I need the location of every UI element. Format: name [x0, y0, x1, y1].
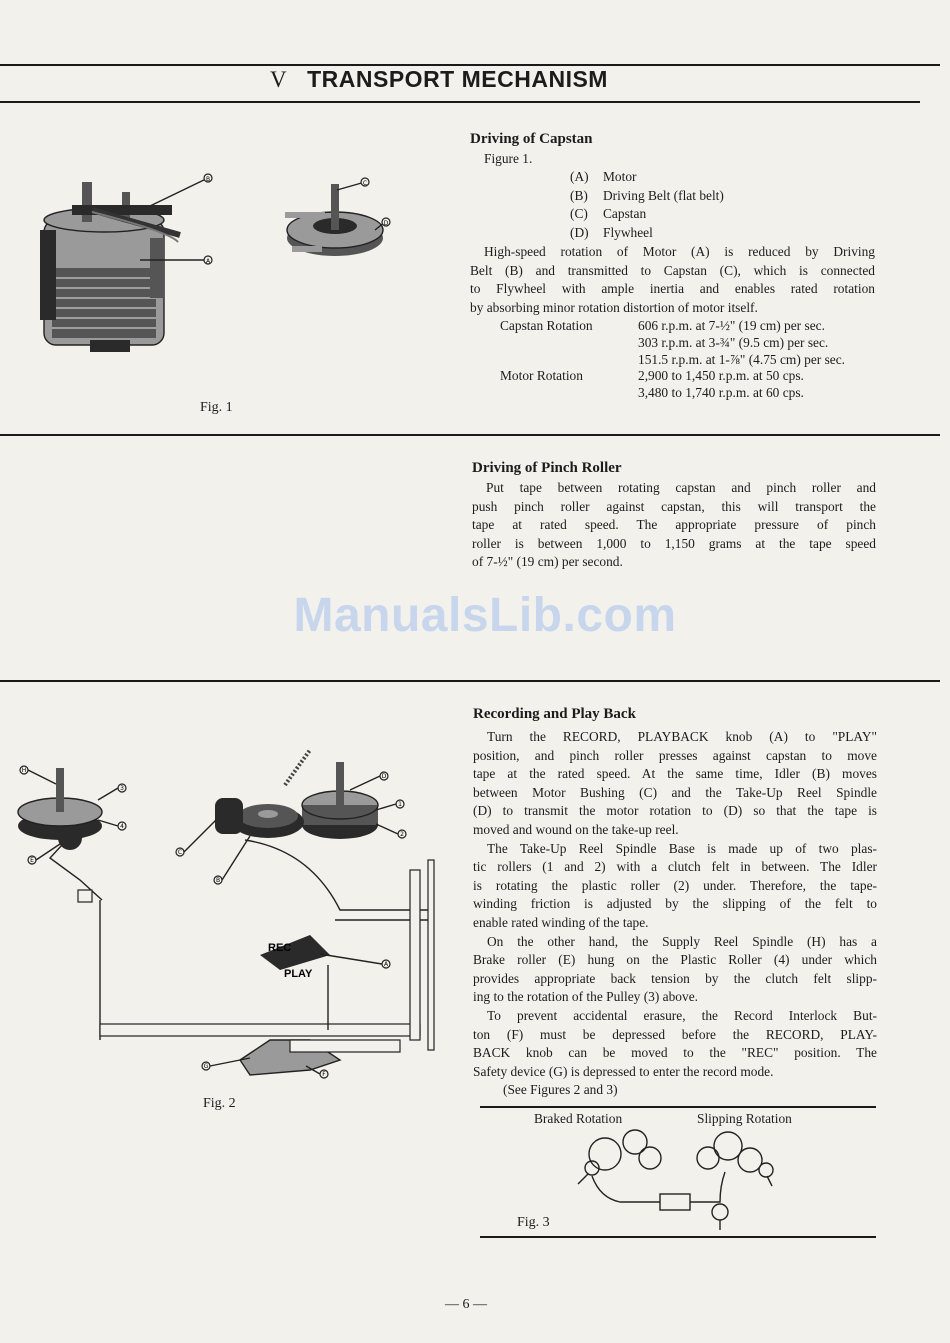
section-heading-pinch-roller: Driving of Pinch Roller: [472, 460, 622, 476]
fig2-callout-1: 1: [398, 801, 402, 808]
part-row: (D) Flywheel: [570, 224, 653, 240]
fig3-slipping-label: Slipping Rotation: [697, 1111, 792, 1126]
fig-3-bottom-rule: [480, 1236, 876, 1238]
fig2-rec-label: REC: [268, 942, 292, 954]
section-1-rule: [0, 434, 940, 436]
fig2-callout-2: 2: [400, 831, 404, 838]
fig-1-label: Fig. 1: [200, 400, 233, 415]
section-heading-capstan: Driving of Capstan: [470, 131, 593, 147]
motor-drawing: [40, 176, 211, 352]
fig1-callout-a: A: [205, 258, 211, 265]
fig2-callout-g: G: [203, 1063, 209, 1070]
flywheel-drawing: [285, 182, 385, 256]
fig-3-label: Fig. 3: [517, 1215, 550, 1230]
recording-paragraph: Turn the RECORD, PLAYBACK knob (A) to "PLAY" position, and pinch roller presses against capstan to move tape at the rated speed. At the same time, Idler (B) moves between Motor Bushing (C) and the Take-Up Reel Spindle (D) to transmit the motor rotation to (D) so that the tape is moved and wound on the take-up reel. The Take-Up Reel Spindle Base is made up of two plas- tic rollers (1 and 2) with a clutch felt in between. The Idler is rotating the plastic roller (2) under. Therefore, the tape- winding friction is adjusted by the slipping of the felt to enable rated winding of the tape. On the other hand, the Supply Reel Spindle (H) has a Brake roller (E) hung on the Plastic Roller (4) under which provides appropriate back tension by the clutch felt slipp- ing to the rotation of the Pulley (3) above. To prevent accidental erasure, the Record Interlock But- ton (F) must be depressed before the RECORD, PLAY- BACK knob can be moved to the "REC" position. The Safety device (G) is depressed to enter the record mode. (See Figures 2 and 3): [473, 729, 877, 1098]
capstan-rotation-label: Capstan Rotation: [500, 318, 593, 333]
pinch-roller-paragraph: Put tape between rotating capstan and pinch roller and push pinch roller against capstan, this will transport the tape at rated speed. The appropriate pressure of pinch roller is between 1,000 to 1,150 grams at the tape speed of 7-½" (19 cm) per second.: [472, 480, 876, 570]
page-number: — 6 —: [445, 1297, 487, 1312]
fig2-callout-3: 3: [120, 785, 124, 792]
figure-3-diagram: [560, 1126, 790, 1232]
fig1-callout-b: B: [205, 176, 211, 183]
takeup-reel-drawing: [302, 762, 378, 839]
fig1-callout-c: C: [362, 180, 368, 187]
motor-rotation-label: Motor Rotation: [500, 368, 583, 383]
page-title: [270, 66, 690, 100]
chapter-title: TRANSPORT MECHANISM: [307, 66, 608, 92]
fig2-callout-e: E: [30, 857, 34, 864]
chapter-numeral: V: [270, 67, 288, 92]
fig-3-top-rule: [480, 1106, 876, 1108]
watermark: ManualsLib.com: [293, 589, 677, 642]
fig2-callout-d: D: [381, 773, 387, 780]
figure-1-illustration: [30, 160, 420, 370]
section-2-rule: [0, 680, 940, 682]
fig2-play-label: PLAY: [284, 968, 313, 980]
fig1-callout-d: D: [383, 220, 389, 227]
part-row: (B) Driving Belt (flat belt): [570, 187, 724, 203]
fig-2-label: Fig. 2: [203, 1096, 236, 1111]
fig2-callout-4: 4: [120, 823, 124, 830]
fig2-callout-f: F: [322, 1071, 326, 1078]
fig2-callout-h: H: [21, 767, 27, 774]
fig2-callout-c: C: [177, 849, 183, 856]
supply-reel-drawing: [18, 768, 102, 902]
fig3-braked-label: Braked Rotation: [534, 1111, 623, 1126]
part-row: (A) Motor: [570, 169, 637, 184]
capstan-paragraph: High-speed rotation of Motor (A) is reduced by Driving Belt (B) and transmitted to Capstan (C), which is connected to Flywheel with ample inertia and enables rated rotation by absorbing minor rotation distortion of motor itself.: [470, 244, 875, 315]
part-row: (C) Capstan: [570, 206, 647, 222]
fig2-callout-b: B: [215, 877, 221, 884]
capstan-rotation-values: 606 r.p.m. at 7-½" (19 cm) per sec. 303 r.p.m. at 3-¾" (9.5 cm) per sec. 151.5 r.p.m. at 1-⅞" (4.75 cm) per sec.: [638, 318, 846, 367]
fig2-callout-a: A: [383, 961, 389, 968]
motor-rotation-values: 2,900 to 1,450 r.p.m. at 50 cps. 3,480 to 1,740 r.p.m. at 60 cps.: [638, 368, 804, 400]
section-heading-recording: Recording and Play Back: [473, 706, 636, 722]
parts-list: [570, 168, 724, 242]
figure-2-illustration: [10, 740, 450, 1090]
header-bottom-rule: [0, 101, 920, 103]
figure-reference: Figure 1.: [484, 151, 533, 166]
